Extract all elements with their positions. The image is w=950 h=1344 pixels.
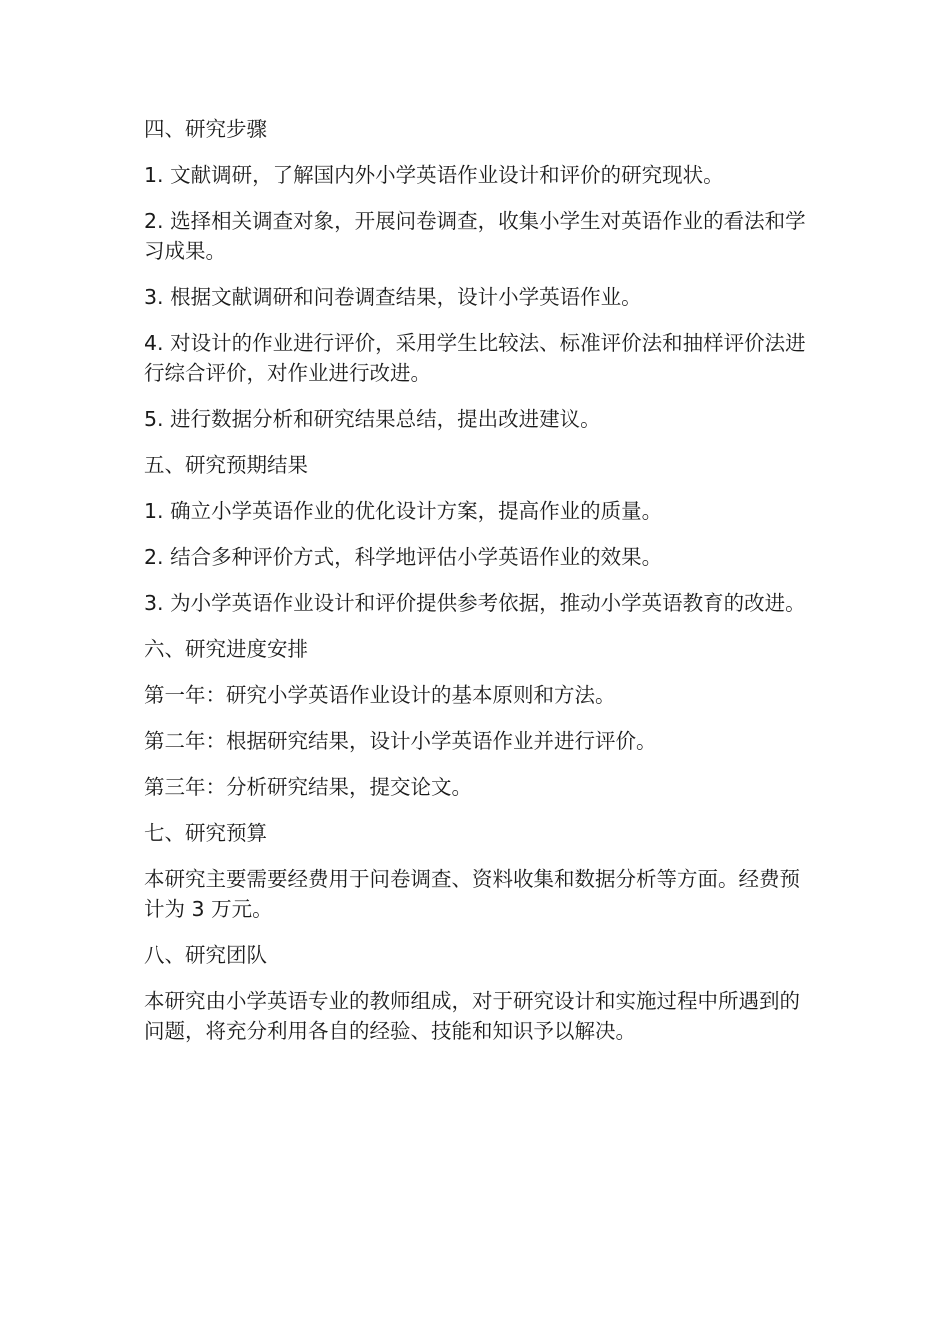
team-paragraph: 本研究由小学英语专业的教师组成，对于研究设计和实施过程中所遇到的问题，将充分利用各自的经验、技能和知识予以解决。 bbox=[144, 989, 800, 1043]
step-item-2: 2. 选择相关调查对象，开展问卷调查，收集小学生对英语作业的看法和学习成果。 bbox=[144, 209, 806, 263]
section-heading-schedule: 六、研究进度安排 bbox=[144, 637, 308, 661]
section-heading-budget: 七、研究预算 bbox=[144, 821, 267, 845]
step-item-1: 1. 文献调研，了解国内外小学英语作业设计和评价的研究现状。 bbox=[144, 163, 724, 187]
step-item-5: 5. 进行数据分析和研究结果总结，提出改进建议。 bbox=[144, 407, 601, 431]
schedule-year-2: 第二年：根据研究结果，设计小学英语作业并进行评价。 bbox=[144, 729, 657, 753]
expected-result-item-1: 1. 确立小学英语作业的优化设计方案，提高作业的质量。 bbox=[144, 499, 663, 523]
section-heading-research-steps: 四、研究步骤 bbox=[144, 117, 267, 141]
budget-paragraph: 本研究主要需要经费用于问卷调查、资料收集和数据分析等方面。经费预计为 3 万元。 bbox=[144, 867, 800, 921]
step-item-3: 3. 根据文献调研和问卷调查结果，设计小学英语作业。 bbox=[144, 285, 642, 309]
step-item-4: 4. 对设计的作业进行评价，采用学生比较法、标准评价法和抽样评价法进行综合评价，对作业进行改进。 bbox=[144, 331, 806, 385]
expected-result-item-2: 2. 结合多种评价方式，科学地评估小学英语作业的效果。 bbox=[144, 545, 663, 569]
section-heading-expected-results: 五、研究预期结果 bbox=[144, 453, 308, 477]
section-heading-team: 八、研究团队 bbox=[144, 943, 267, 967]
document-body bbox=[144, 114, 809, 1062]
expected-result-item-3: 3. 为小学英语作业设计和评价提供参考依据，推动小学英语教育的改进。 bbox=[144, 591, 806, 615]
schedule-year-3: 第三年：分析研究结果，提交论文。 bbox=[144, 775, 472, 799]
schedule-year-1: 第一年：研究小学英语作业设计的基本原则和方法。 bbox=[144, 683, 616, 707]
